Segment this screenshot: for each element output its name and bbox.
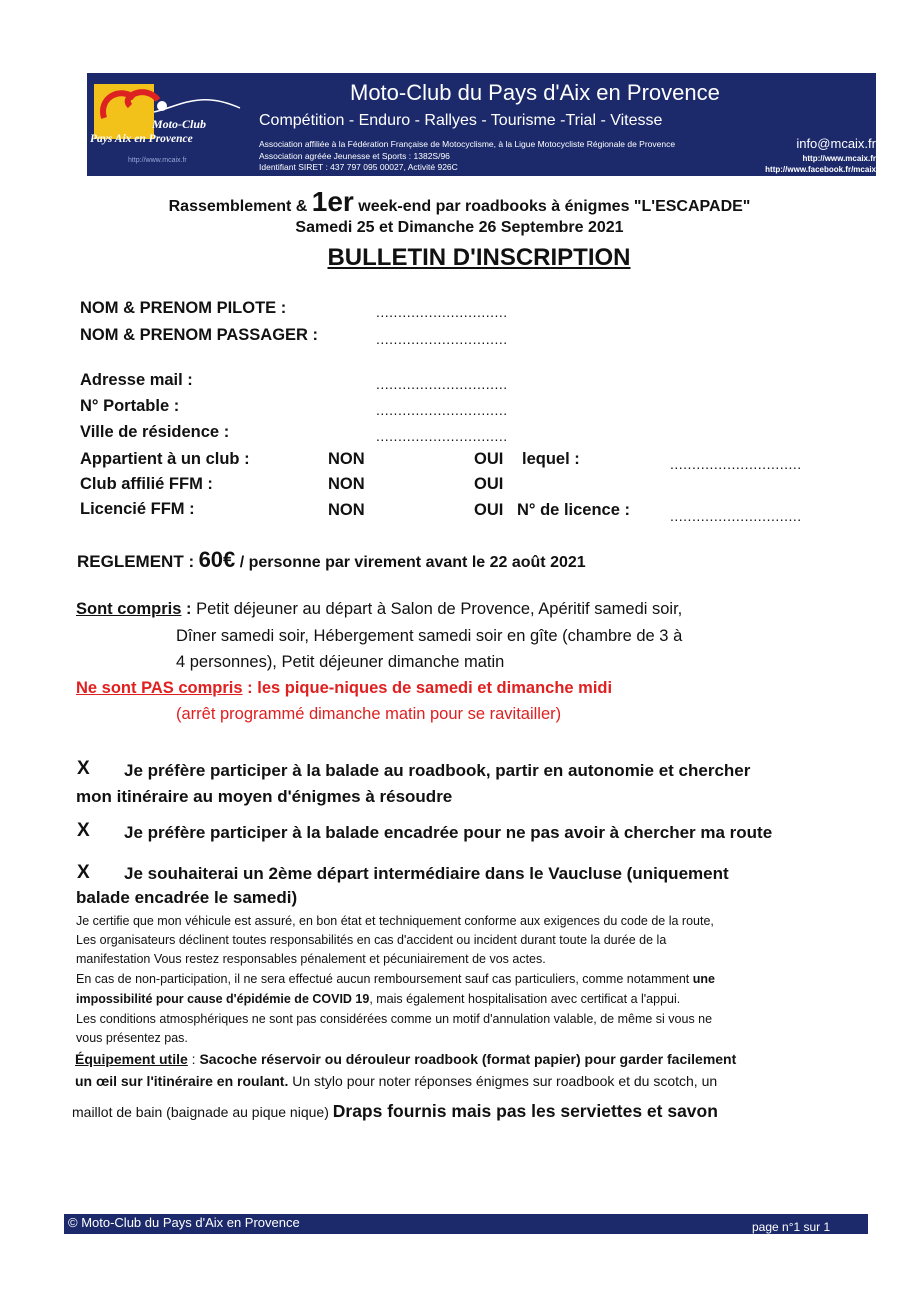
- footer-page-number: page n°1 sur 1: [752, 1220, 831, 1234]
- payment-text: / personne par virement avant le 22 août 2021: [239, 554, 586, 571]
- equipment-colon: :: [187, 1051, 200, 1067]
- affiliation-text: Association affiliée à la Fédération Française de Motocyclisme, à la Ligue Motocycliste Régionale de Provence: [259, 139, 676, 149]
- included-text-2: Dîner samedi soir, Hébergement samedi soir en gîte (chambre de 3 à: [176, 627, 683, 645]
- option-3-mark[interactable]: X: [77, 862, 90, 883]
- not-included-label: Ne sont PAS compris: [76, 679, 243, 697]
- equipment-text-d: maillot de bain (baignade au pique nique): [72, 1104, 333, 1120]
- terms-line-2: Les organisateurs déclinent toutes responsabilités en cas d'accident ou incident durant toute la durée de la: [76, 933, 667, 947]
- equipment-line-2: [75, 1073, 717, 1089]
- pilot-field[interactable]: ..............................: [376, 304, 508, 320]
- club-website[interactable]: http://www.mcaix.fr: [802, 154, 876, 163]
- terms-line-3: manifestation Vous restez responsables pénalement et pécuniairement de vos actes.: [76, 952, 546, 966]
- club-logo: [90, 76, 250, 171]
- form-title: BULLETIN D'INSCRIPTION: [327, 244, 631, 271]
- not-included-note: (arrêt programmé dimanche matin pour se ravitailler): [176, 705, 562, 723]
- ffm-club-no-option[interactable]: NON: [328, 475, 365, 493]
- siret-text: Identifiant SIRET : 437 797 095 00027, Activité 926C: [259, 162, 458, 172]
- club-which-label: lequel :: [522, 450, 580, 468]
- pilot-label: NOM & PRENOM PILOTE :: [80, 299, 287, 317]
- club-name: Moto-Club du Pays d'Aix en Provence: [350, 80, 720, 105]
- option-2-mark[interactable]: X: [77, 820, 90, 841]
- included-text-3: 4 personnes), Petit déjeuner dimanche matin: [176, 653, 505, 671]
- included-label: Sont compris: [76, 600, 182, 618]
- option-3-text-2: balade encadrée le samedi): [76, 888, 298, 907]
- terms-line-4: [76, 972, 715, 986]
- equipment-text-e: Draps fournis mais pas les serviettes et savon: [332, 1101, 718, 1121]
- ffm-license-no-option[interactable]: NON: [328, 501, 365, 519]
- club-label: Appartient à un club :: [80, 450, 250, 468]
- passenger-label: NOM & PRENOM PASSAGER :: [80, 326, 319, 344]
- terms-line-4a: En cas de non-participation, il ne sera effectué aucun remboursement sauf cas particuliers, comme notamment: [76, 972, 693, 986]
- club-yes-option[interactable]: OUI: [474, 450, 504, 468]
- payment-line: [77, 547, 586, 573]
- payment-label: REGLEMENT :: [77, 552, 195, 571]
- included-line-1: [76, 600, 682, 619]
- passenger-field[interactable]: ..............................: [376, 331, 508, 347]
- terms-covid: impossibilité pour cause d'épidémie de COVID 19: [76, 992, 370, 1006]
- option-1-text-1: Je préfère participer à la balade au roadbook, partir en autonomie et chercher: [124, 761, 751, 780]
- club-name-field[interactable]: ..............................: [670, 456, 802, 472]
- event-suffix: week-end par roadbooks à énigmes "L'ESCAPADE": [358, 198, 751, 215]
- city-field[interactable]: ..............................: [376, 428, 508, 444]
- ffm-license-label: Licencié FFM :: [80, 500, 195, 518]
- logo-url: http://www.mcaix.fr: [128, 157, 187, 164]
- included-colon: :: [181, 600, 192, 618]
- club-no-option[interactable]: NON: [328, 450, 365, 468]
- mobile-field[interactable]: ..............................: [376, 402, 508, 418]
- equipment-line-1: [75, 1051, 736, 1067]
- included-text-1: Petit déjeuner au départ à Salon de Provence, Apéritif samedi soir,: [196, 600, 683, 618]
- option-2-text: Je préfère participer à la balade encadrée pour ne pas avoir à chercher ma route: [124, 823, 773, 842]
- license-number-label: N° de licence :: [517, 501, 630, 519]
- club-facebook[interactable]: http://www.facebook.fr/mcaix: [765, 165, 876, 174]
- agreement-text: Association agréée Jeunesse et Sports : 1382S/96: [259, 151, 450, 161]
- equipment-text-b: un œil sur l'itinéraire en roulant.: [75, 1073, 289, 1089]
- not-included-text: : les pique-niques de samedi et dimanche midi: [242, 679, 613, 697]
- equipment-text-a: Sacoche réservoir ou dérouleur roadbook (format papier) pour garder facilement: [199, 1051, 737, 1067]
- event-prefix: Rassemblement &: [168, 198, 308, 215]
- license-number-field[interactable]: ..............................: [670, 508, 802, 524]
- equipment-line-3: [72, 1101, 718, 1122]
- ffm-club-label: Club affilié FFM :: [80, 475, 213, 493]
- mobile-label: N° Portable :: [80, 397, 180, 415]
- terms-line-4b: une: [692, 972, 715, 986]
- terms-line-5b: , mais également hospitalisation avec certificat a l'appui.: [369, 992, 681, 1006]
- terms-line-6: Les conditions atmosphériques ne sont pas considérées comme un motif d'annulation valable, de même si vous ne: [76, 1012, 713, 1026]
- event-dates: Samedi 25 et Dimanche 26 Septembre 2021: [295, 219, 624, 236]
- email-label: Adresse mail :: [80, 371, 193, 389]
- terms-line-5: [76, 992, 680, 1006]
- logo-text-1: Moto-Club: [152, 117, 207, 131]
- logo-text-2: Pays Aix en Provence: [90, 133, 193, 145]
- event-title: [0, 186, 919, 218]
- ffm-license-yes-option[interactable]: OUI: [474, 501, 504, 519]
- option-3-text-1: Je souhaiterai un 2ème départ intermédiaire dans le Vaucluse (uniquement: [124, 864, 729, 883]
- payment-amount: 60€: [198, 547, 236, 572]
- equipment-label: Équipement utile: [75, 1051, 188, 1067]
- not-included-line: [76, 679, 612, 698]
- club-tagline: Compétition - Enduro - Rallyes - Tourisme -Trial - Vitesse: [259, 112, 663, 129]
- footer-copyright: © Moto-Club du Pays d'Aix en Provence: [68, 1215, 300, 1230]
- club-email[interactable]: info@mcaix.fr: [796, 136, 876, 151]
- option-1-text-2: mon itinéraire au moyen d'énigmes à résoudre: [76, 787, 453, 806]
- email-field[interactable]: ..............................: [376, 376, 508, 392]
- option-1-mark[interactable]: X: [77, 758, 90, 779]
- terms-line-7: vous présentez pas.: [76, 1031, 188, 1045]
- ffm-club-yes-option[interactable]: OUI: [474, 475, 504, 493]
- terms-line-1: Je certifie que mon véhicule est assuré, en bon état et techniquement conforme aux exigences du code de la route,: [76, 914, 714, 928]
- event-first: 1er: [311, 186, 354, 217]
- city-label: Ville de résidence :: [80, 423, 230, 441]
- equipment-text-c: Un stylo pour noter réponses énigmes sur roadbook et du scotch, un: [288, 1073, 718, 1089]
